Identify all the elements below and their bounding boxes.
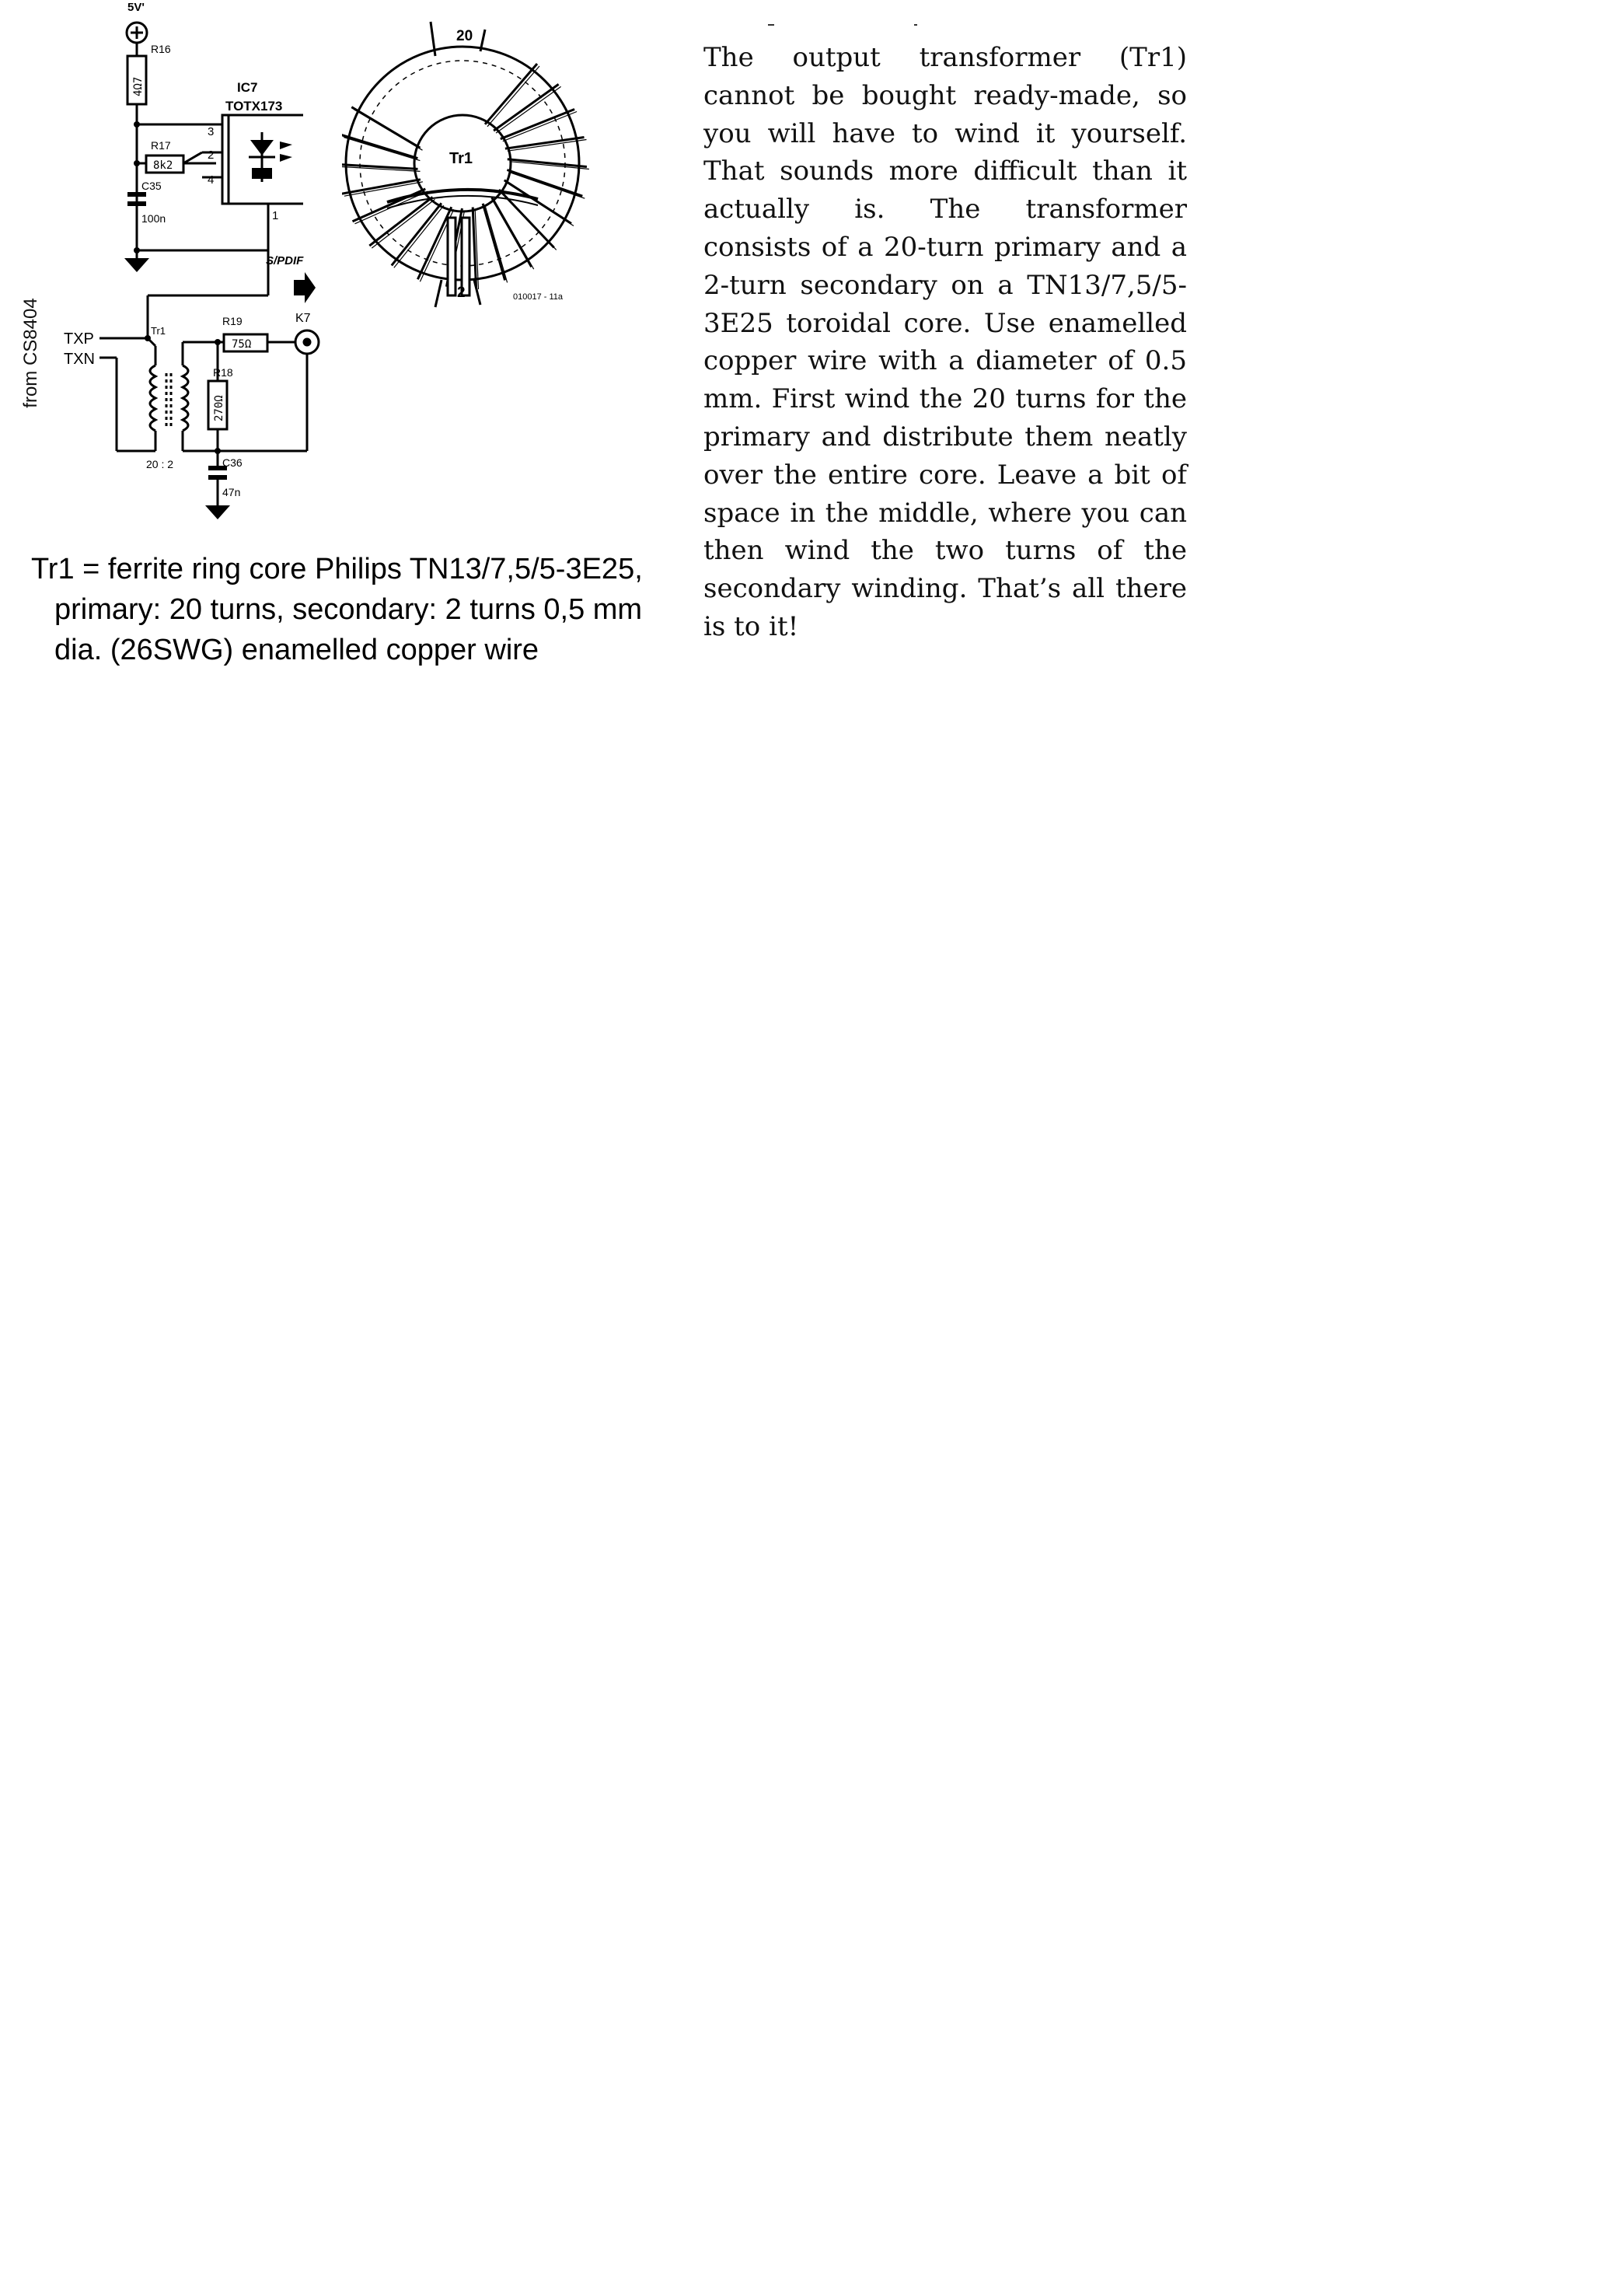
ratio-label: 20 : 2	[146, 458, 174, 470]
led-arrow-icon	[280, 142, 292, 149]
k7-label: K7	[295, 312, 311, 325]
ic7-pin-4: 4	[208, 173, 215, 187]
supply-label: 5V'	[127, 1, 145, 14]
ground-symbol-c36	[205, 505, 230, 519]
toroid-secondary-turns: 2	[457, 285, 466, 301]
ic7-pin-3: 3	[208, 125, 215, 138]
winding-turn-edge	[501, 192, 557, 250]
ic7-pin-2: 2	[208, 149, 215, 162]
toroid-label: Tr1	[449, 150, 473, 167]
winding-turn	[508, 159, 587, 167]
winding-turn-edge	[354, 110, 422, 151]
winding-turn	[501, 110, 574, 139]
winding-turn-edge	[496, 86, 561, 133]
tr1-label: Tr1	[151, 325, 166, 337]
txp-label: TXP	[64, 330, 94, 348]
winding-turn-edge	[394, 205, 444, 267]
winding-turn-edge	[344, 182, 423, 196]
r18-ref: R18	[213, 366, 233, 379]
r17-value: 8k2	[153, 159, 173, 172]
r19-value: 75Ω	[232, 338, 252, 351]
c35-ref: C35	[141, 180, 162, 192]
c36-ref: C36	[222, 456, 243, 469]
figure-code: 010017 - 11a	[513, 292, 564, 302]
winding-turn	[392, 203, 442, 265]
ic7-ref: IC7	[237, 80, 258, 95]
winding-turn	[504, 180, 571, 224]
txn-label: TXN	[64, 351, 95, 368]
spdif-label: S/PDIF	[266, 254, 304, 267]
cut-off-heading-fragment	[762, 8, 933, 31]
led-arrow-icon-2	[280, 154, 292, 162]
winding-turn	[342, 180, 421, 194]
winding-turn	[505, 138, 585, 149]
source-note: from CS8404	[20, 298, 41, 408]
c35-value: 100n	[141, 212, 166, 225]
body-paragraph: The output transformer (Tr1) cannot be bought ready-made, so you will have to wind it yourself. That sounds more difficult than it actually is. The transformer consists of a 20-turn primary and a 2-turn secondary on a TN13/7,5/5-3E25 toroidal core. Use enamelled copper wire with a diameter of 0.5 mm. First wind the 20 turns for the primary and distribute them neatly over the entire core. Leave a bit of space in the middle, where you can then wind the two turns of the secondary winding. That’s all there is to it!	[703, 42, 1187, 642]
winding-turn	[417, 207, 451, 279]
r17-ref: R17	[151, 139, 171, 152]
component-caption: Tr1 = ferrite ring core Philips TN13/7,5/5-3E25, primary: 20 turns, secondary: 2 turns 0,5 mm dia. (26SWG) enamelled copper wire	[31, 553, 643, 666]
ground-symbol-c35	[124, 258, 149, 272]
ic7-part: TOTX173	[225, 99, 283, 114]
winding-turn	[507, 170, 582, 197]
r19-ref: R19	[222, 315, 243, 327]
r16-ref: R16	[151, 43, 171, 55]
cut-off-marks	[762, 8, 933, 31]
r16-value: 4Ω7	[132, 76, 145, 96]
winding-turn-edge	[508, 140, 587, 152]
toroid-primary-turns: 20	[456, 28, 473, 44]
r18-value: 270Ω	[213, 395, 225, 421]
toroid-winding-drawing	[342, 16, 599, 327]
winding-turn	[342, 164, 418, 169]
spdif-output-schematic	[47, 0, 389, 536]
output-arrow-icon	[294, 272, 316, 303]
c36-value: 47n	[222, 486, 241, 498]
ic7-pin-1: 1	[272, 209, 279, 222]
